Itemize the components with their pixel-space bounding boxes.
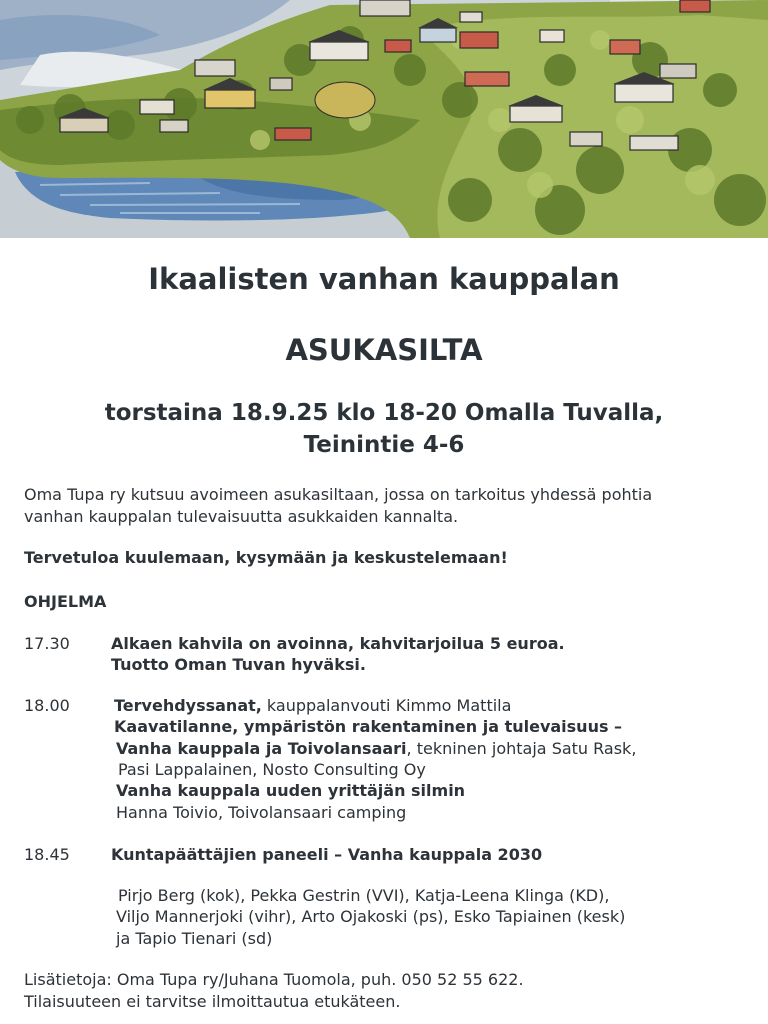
session2-line2: Kaavatilanne, ympäristön rakentaminen ja tulevaisuus –	[114, 717, 623, 736]
program-heading: OHJELMA	[24, 592, 107, 611]
session3-time: 18.45	[24, 845, 70, 864]
hero-illustration	[0, 0, 768, 238]
panelists-line1: Pirjo Berg (kok), Pekka Gestrin (VVI), Katja-Leena Klinga (KD),	[118, 886, 610, 905]
intro-line2: vanhan kauppalan tulevaisuutta asukkaiden kannalta.	[24, 507, 459, 526]
session1-time: 17.30	[24, 634, 70, 653]
session2-line1-bold: Tervehdyssanat,	[114, 696, 262, 715]
session2-time: 18.00	[24, 696, 70, 715]
registration-note: Tilaisuuteen ei tarvitse ilmoittautua etukäteen.	[24, 992, 401, 1011]
bush	[315, 82, 375, 118]
event-when-line2: Teinintie 4-6	[303, 432, 465, 458]
panelists-line2: Viljo Mannerjoki (vihr), Arto Ojakoski (ps), Esko Tapiainen (kesk)	[116, 907, 626, 926]
session2-line3-rest: , tekninen johtaja Satu Rask,	[406, 739, 637, 758]
session2-line3-bold: Vanha kauppala ja Toivolansaari	[116, 739, 407, 758]
event-when-line1: torstaina 18.9.25 klo 18-20 Omalla Tuvalla,	[104, 400, 664, 426]
session2-line5: Vanha kauppala uuden yrittäjän silmin	[116, 781, 466, 800]
session2-line6: Hanna Toivio, Toivolansaari camping	[116, 803, 407, 822]
session2-line3	[116, 739, 636, 758]
session2-line4: Pasi Lappalainen, Nosto Consulting Oy	[118, 760, 426, 779]
session2-line1	[114, 696, 511, 715]
welcome-text: Tervetuloa kuulemaan, kysymään ja keskustelemaan!	[24, 548, 508, 567]
session1-line1: Alkaen kahvila on avoinna, kahvitarjoilua 5 euroa.	[111, 634, 565, 653]
session1-line2: Tuotto Oman Tuvan hyväksi.	[111, 655, 366, 674]
session2-line1-rest: kauppalanvouti Kimmo Mattila	[261, 696, 512, 715]
event-title-line1: Ikaalisten vanhan kauppalan	[148, 262, 620, 296]
event-title-line2: ASUKASILTA	[285, 333, 483, 367]
contact-info: Lisätietoja: Oma Tupa ry/Juhana Tuomola, puh. 050 52 55 622.	[24, 970, 524, 989]
panelists-line3: ja Tapio Tienari (sd)	[116, 929, 273, 948]
session3-title: Kuntapäättäjien paneeli – Vanha kauppala 2030	[111, 845, 543, 864]
intro-line1: Oma Tupa ry kutsuu avoimeen asukasiltaan, jossa on tarkoitus yhdessä pohtia	[24, 485, 653, 504]
